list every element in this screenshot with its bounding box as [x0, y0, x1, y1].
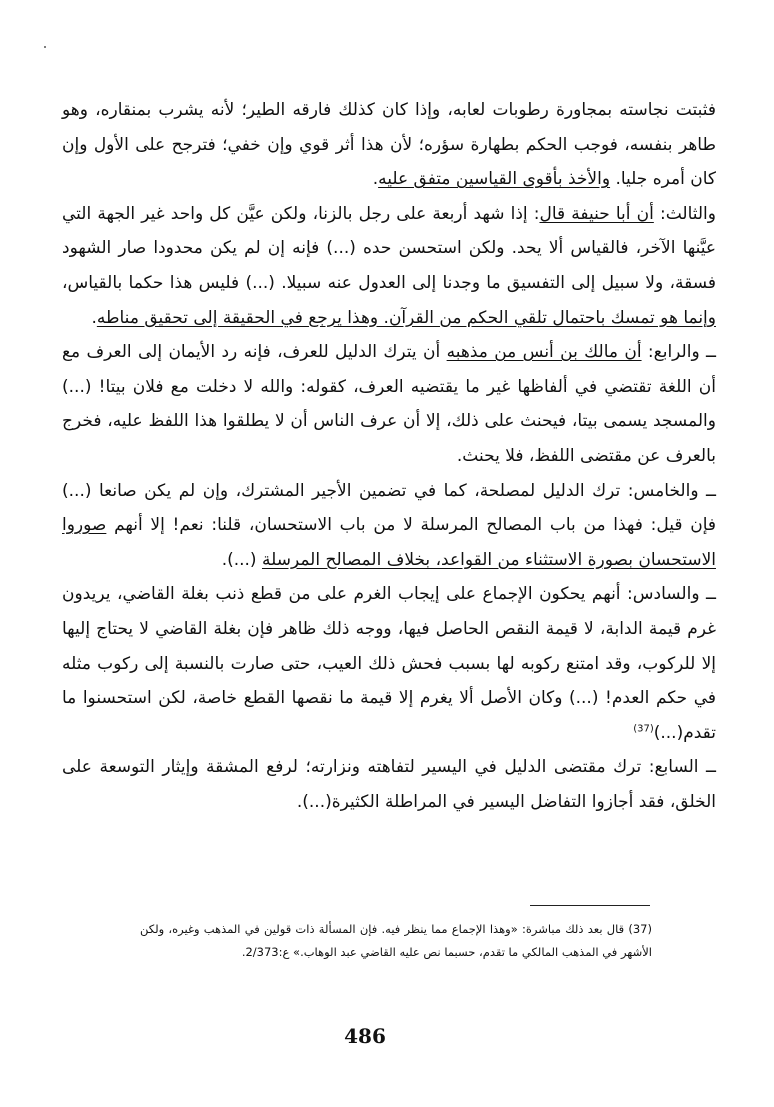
paragraph-3	[62, 335, 716, 473]
main-text	[62, 93, 716, 819]
footnote	[140, 918, 652, 964]
scan-speck	[44, 46, 46, 48]
footnote-ref: (37)	[633, 723, 654, 735]
paragraph-text: ــ السابع: ترك مقتضى الدليل في اليسير لتفاهته ونزارته؛ لرفع المشقة وإيثار التوسعة على الخلق، فقد أجازوا التفاضل اليسير في المراطلة الكثيرة(...).	[62, 757, 716, 812]
paragraph-6	[62, 750, 716, 819]
underlined-text: أن أبا حنيفة قال	[539, 203, 654, 224]
paragraph-text: .	[91, 307, 97, 328]
paragraph-text: فثبتت نجاسته بمجاورة رطوبات لعابه، وإذا كان كذلك فارقه الطير؛ لأنه يشرب بمنقاره، وهو طاهر بنفسه، فوجب الحكم بطهارة سؤره؛ لأن هذا أثر قوي وإن خفي؛ فترجح على الأول وإن كان أمره جليا.	[62, 100, 716, 190]
underlined-text: وإنما هو تمسك باحتمال تلقي الحكم من القرآن. وهذا يرجع في الحقيقة إلى تحقيق مناطه	[96, 307, 716, 328]
paragraph-text: ــ والسادس: أنهم يحكون الإجماع على إيجاب الغرم على من قطع ذنب بغلة القاضي، يريدون غرم قيمة الدابة، لا قيمة النقص الحاصل فيها، ووجه ذلك ظاهر فإن بغلة القاضي لا يحتاج إليها إلا للركوب، وقد امتنع ركوبه لها بسبب فحش ذلك العيب، حتى صارت بالنسبة إلى ركوب مثله في حكم العدم! (...) وكان الأصل ألا يغرم إلا قيمة ما نقصها القطع خاصة، لكن استحسنوا ما تقدم(...)	[62, 584, 716, 743]
footnote-separator	[530, 905, 650, 906]
underlined-text: صوروا الاستحسان بصورة الاستثناء من القواعد، بخلاف المصالح المرسلة	[62, 515, 716, 570]
paragraph-text: ــ والرابع:	[641, 342, 716, 363]
paragraph-text: ــ والخامس: ترك الدليل لمصلحة، كما في تضمين الأجير المشترك، وإن لم يكن صانعا (...) فإن قيل: فهذا من باب المصالح المرسلة لا من باب الاستحسان، قلنا: نعم! إلا أنهم	[62, 480, 716, 536]
paragraph-4	[62, 474, 716, 578]
paragraph-5	[62, 577, 716, 750]
paragraph-text: : إذا شهد أربعة على رجل بالزنا، ولكن عيَّن كل واحد غير الجهة التي عيَّنها الآخر، فالقياس ألا يحد. ولكن استحسن حده (...) فإنه إن لم يكن محدودا صار الشهود فسقة، ولا سبيل إلى التفسيق ما وجدنا إلى العدول عنه سبيلا. (...) فليس هذا حكما بالقياس،	[62, 203, 716, 293]
paragraph-text: .	[372, 169, 379, 190]
paragraph-text: أن يترك الدليل للعرف، فإنه رد الأيمان إلى العرف مع أن اللغة تقتضي في ألفاظها غير ما يقتضيه العرف، كقوله: والله لا دخلت مع فلان بيتا! (...) والمسجد يسمى بيتا، فيحنث على ذلك، إلا أن عرف الناس أن لا يطلقوا هذا اللفظ عليه، فخرج بالعرف عن مقتضى اللفظ، فلا يحنث.	[62, 342, 716, 466]
paragraph-text: (...).	[221, 549, 262, 570]
underlined-text: أن مالك بن أنس من مذهبه	[446, 342, 642, 363]
paragraph-2	[62, 197, 716, 335]
underlined-text: والأخذ بأقوى القياسين متفق عليه	[378, 169, 611, 190]
paragraph-text: والثالث:	[653, 203, 716, 224]
paragraph-1	[62, 93, 716, 197]
page-number: 486	[344, 1024, 386, 1048]
footnote-text: (37) قال بعد ذلك مباشرة: «وهذا الإجماع مما ينظر فيه. فإن المسألة ذات قولين في المذهب وغيره، ولكن الأشهر في المذهب المالكي ما تقدم، حسبما نص عليه القاضي عبد الوهاب.» ع:2/373.	[140, 922, 652, 959]
